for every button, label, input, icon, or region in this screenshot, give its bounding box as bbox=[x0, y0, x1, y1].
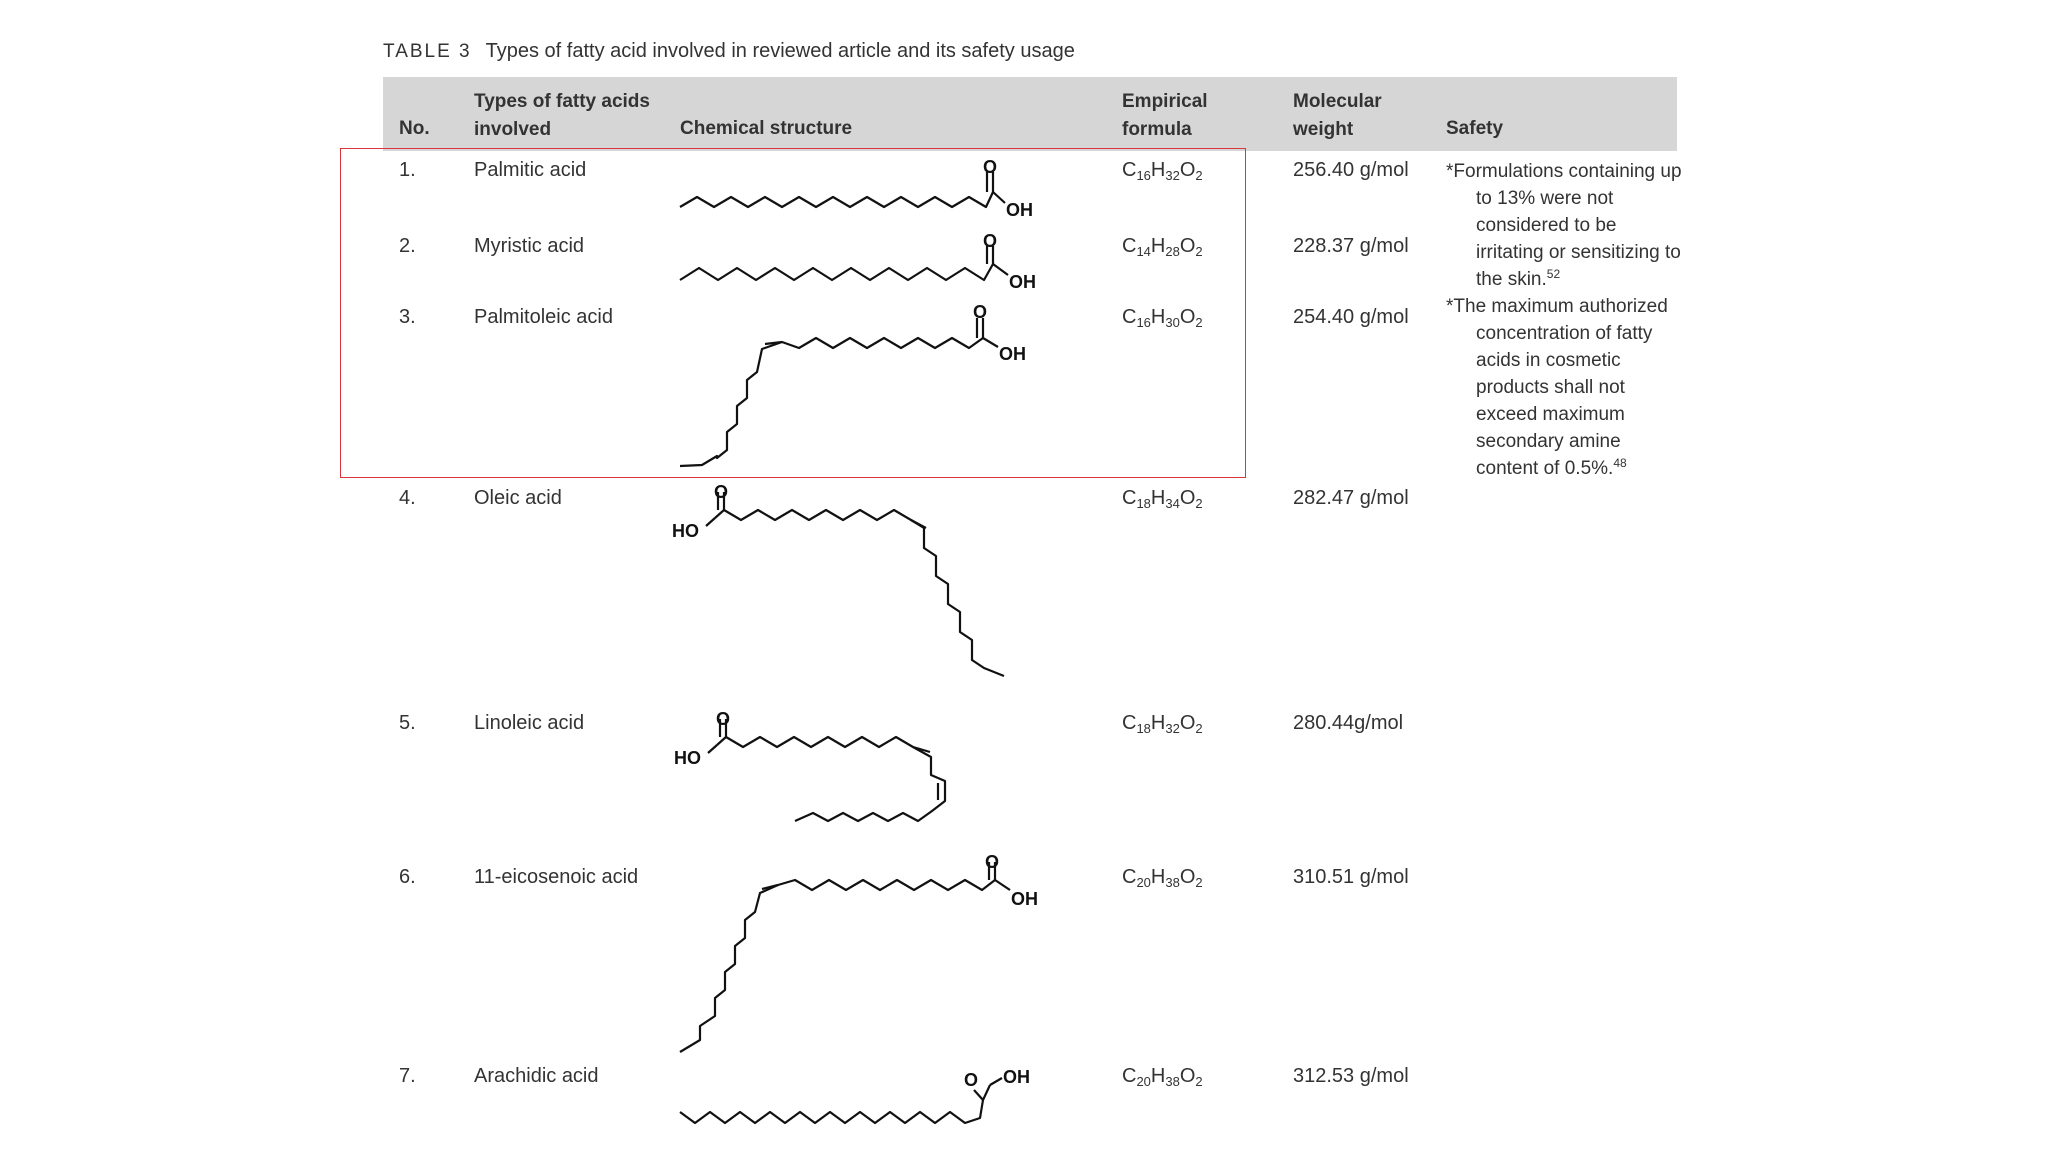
formula-element: O bbox=[1179, 306, 1196, 328]
formula-count: 30 bbox=[1165, 315, 1180, 330]
formula-element: C bbox=[1122, 487, 1137, 509]
header-types-line2: involved bbox=[474, 119, 552, 140]
row-number: 2. bbox=[399, 235, 416, 257]
formula-element: H bbox=[1150, 487, 1166, 509]
row-molecular-weight: 312.53 g/mol bbox=[1293, 1065, 1409, 1087]
formula-element: O bbox=[1179, 866, 1196, 888]
header-formula-line2: formula bbox=[1122, 119, 1192, 140]
structure-o-label: O bbox=[983, 157, 998, 177]
structure-oh-label: OH bbox=[1009, 272, 1036, 292]
formula-count: 14 bbox=[1136, 244, 1151, 259]
structure-eicosenoic-acid bbox=[680, 852, 1038, 1052]
row-acid-name: Linoleic acid bbox=[474, 712, 585, 734]
formula-element: C bbox=[1122, 1065, 1137, 1087]
row-acid-name: 11-eicosenoic acid bbox=[474, 866, 639, 888]
formula-count: 20 bbox=[1136, 1074, 1151, 1089]
formula-element: C bbox=[1122, 159, 1137, 181]
formula-count: 20 bbox=[1136, 875, 1151, 890]
formula-count: 2 bbox=[1195, 496, 1203, 511]
formula-count: 16 bbox=[1136, 168, 1151, 183]
structure-oh-label: OH bbox=[999, 344, 1026, 364]
formula-element: C bbox=[1122, 235, 1137, 257]
row-number: 4. bbox=[399, 487, 416, 509]
row-acid-name: Myristic acid bbox=[474, 235, 585, 257]
header-formula-line1: Empirical bbox=[1122, 91, 1208, 112]
formula-count: 38 bbox=[1165, 875, 1180, 890]
formula-count: 38 bbox=[1165, 1074, 1180, 1089]
safety-note-2: *The maximum authorized concentration of fatty acids in cosmetic products shall not exceed maximum secondary amine content of 0.5%.$^{48}$ bbox=[1446, 296, 1668, 479]
formula-element: O bbox=[1179, 159, 1196, 181]
header-mw-line1: Molecular bbox=[1293, 91, 1382, 112]
row-molecular-weight: 310.51 g/mol bbox=[1293, 866, 1409, 888]
row-number: 7. bbox=[399, 1065, 416, 1087]
row-acid-name: Palmitoleic acid bbox=[474, 306, 613, 328]
formula-element: O bbox=[1179, 235, 1196, 257]
row-molecular-weight: 280.44g/mol bbox=[1293, 712, 1404, 734]
safety-ref-1: 52 bbox=[1546, 267, 1561, 281]
formula-element: O bbox=[1179, 1065, 1196, 1087]
formula-count: 18 bbox=[1136, 721, 1151, 736]
structure-oleic-acid bbox=[672, 482, 1004, 676]
formula-element: C bbox=[1122, 306, 1137, 328]
row-molecular-weight: 282.47 g/mol bbox=[1293, 487, 1409, 509]
structure-oh-label: OH bbox=[1003, 1067, 1030, 1087]
formula-element: O bbox=[1179, 712, 1196, 734]
row-number: 3. bbox=[399, 306, 416, 328]
structure-oh-label: OH bbox=[1011, 889, 1038, 909]
formula-count: 28 bbox=[1165, 244, 1180, 259]
formula-element: H bbox=[1150, 1065, 1166, 1087]
structure-arachidic-acid bbox=[680, 1067, 1030, 1123]
safety-ref-2: 48 bbox=[1613, 456, 1627, 470]
formula-element: H bbox=[1150, 712, 1166, 734]
header-safety: Safety bbox=[1446, 118, 1504, 139]
header-no: No. bbox=[399, 118, 430, 139]
row-molecular-weight: 254.40 g/mol bbox=[1293, 306, 1409, 328]
formula-count: 32 bbox=[1165, 168, 1180, 183]
safety-note-1: *Formulations containing up to 13% were not considered to be irritating or sensitizing to the skin.$^{52}$ bbox=[1446, 161, 1682, 290]
formula-element: O bbox=[1179, 487, 1196, 509]
structure-o-label: O bbox=[983, 231, 998, 251]
header-types-line1: Types of fatty acids bbox=[474, 91, 650, 112]
row-acid-name: Palmitic acid bbox=[474, 159, 587, 181]
formula-count: 32 bbox=[1165, 721, 1180, 736]
structure-o-label: O bbox=[716, 709, 731, 729]
structure-oh-label: OH bbox=[1006, 200, 1033, 220]
row-number: 6. bbox=[399, 866, 416, 888]
structure-o-label: O bbox=[964, 1070, 979, 1090]
formula-count: 18 bbox=[1136, 496, 1151, 511]
table-title: Types of fatty acid involved in reviewed article and its safety usage bbox=[485, 40, 1075, 62]
structure-o-label: O bbox=[973, 302, 988, 322]
structure-o-label: O bbox=[714, 482, 729, 502]
structure-linoleic-acid bbox=[674, 709, 945, 821]
row-acid-name: Oleic acid bbox=[474, 487, 562, 509]
formula-element: C bbox=[1122, 712, 1137, 734]
highlight-box bbox=[340, 148, 1246, 478]
row-molecular-weight: 256.40 g/mol bbox=[1293, 159, 1409, 181]
formula-count: 2 bbox=[1195, 875, 1203, 890]
formula-element: H bbox=[1150, 235, 1166, 257]
header-mw-line2: weight bbox=[1293, 119, 1354, 140]
row-molecular-weight: 228.37 g/mol bbox=[1293, 235, 1409, 257]
formula-count: 2 bbox=[1195, 315, 1203, 330]
header-structure: Chemical structure bbox=[680, 118, 853, 139]
formula-count: 2 bbox=[1195, 1074, 1203, 1089]
formula-element: C bbox=[1122, 866, 1137, 888]
formula-count: 2 bbox=[1195, 721, 1203, 736]
row-number: 5. bbox=[399, 712, 416, 734]
formula-element: H bbox=[1150, 306, 1166, 328]
formula-count: 2 bbox=[1195, 244, 1203, 259]
row-number: 1. bbox=[399, 159, 416, 181]
row-acid-name: Arachidic acid bbox=[474, 1065, 599, 1087]
formula-element: H bbox=[1150, 159, 1166, 181]
formula-count: 34 bbox=[1165, 496, 1180, 511]
structure-ho-label: HO bbox=[674, 748, 701, 768]
formula-count: 16 bbox=[1136, 315, 1151, 330]
formula-count: 2 bbox=[1195, 168, 1203, 183]
formula-element: H bbox=[1150, 866, 1166, 888]
structure-o-label: O bbox=[985, 852, 1000, 872]
table-label: TABLE 3 bbox=[383, 41, 472, 62]
structure-ho-label: HO bbox=[672, 521, 699, 541]
